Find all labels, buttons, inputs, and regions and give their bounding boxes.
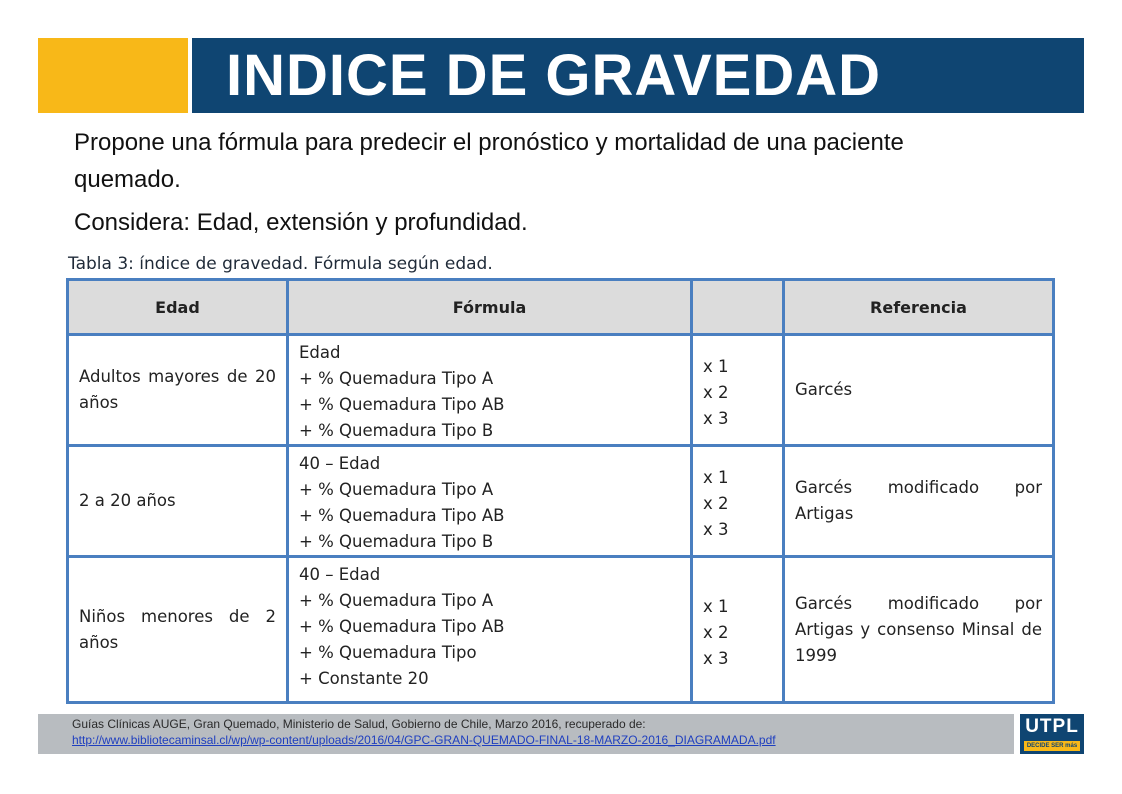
multiplier: x 3 bbox=[703, 409, 729, 428]
formula-line: + % Quemadura Tipo bbox=[299, 643, 477, 662]
header-referencia: Referencia bbox=[784, 280, 1054, 335]
multiplier: x 2 bbox=[703, 383, 729, 402]
table-header-row bbox=[68, 280, 1054, 335]
header-multiplier bbox=[692, 280, 784, 335]
formula-line: + % Quemadura Tipo A bbox=[299, 369, 494, 388]
footer-bar bbox=[38, 714, 1014, 754]
formula-line: + Constante 20 bbox=[299, 669, 429, 688]
age-cell: Niños menores de 2 años bbox=[68, 557, 288, 703]
formula-line: Edad bbox=[299, 343, 341, 362]
table-row bbox=[68, 557, 1054, 703]
formula-line: 40 – Edad bbox=[299, 565, 381, 584]
multiplier: x 1 bbox=[703, 596, 729, 616]
multiplier-cell bbox=[692, 446, 784, 557]
multiplier: x 1 bbox=[703, 357, 729, 376]
header-edad: Edad bbox=[68, 280, 288, 335]
page-title: INDICE DE GRAVEDAD bbox=[226, 43, 881, 108]
utpl-logo bbox=[1020, 714, 1084, 754]
multiplier-cell bbox=[692, 335, 784, 446]
formula-line: + % Quemadura Tipo A bbox=[299, 480, 494, 499]
multiplier-cell bbox=[692, 557, 784, 703]
multiplier: x 2 bbox=[703, 494, 729, 513]
reference-cell: Garcés modificado por Artigas y consenso Minsal de 1999 bbox=[784, 557, 1054, 703]
reference-cell: Garcés bbox=[784, 335, 1054, 446]
formula-line: + % Quemadura Tipo AB bbox=[299, 617, 505, 636]
formula-line: + % Quemadura Tipo A bbox=[299, 591, 494, 610]
formula-line: + % Quemadura Tipo AB bbox=[299, 395, 505, 414]
reference-cell: Garcés modificado por Artigas bbox=[784, 446, 1054, 557]
multiplier: x 1 bbox=[703, 468, 729, 487]
multiplier: x 2 bbox=[703, 622, 729, 642]
formula-line: + % Quemadura Tipo B bbox=[299, 421, 494, 440]
formula-line: + % Quemadura Tipo AB bbox=[299, 506, 505, 525]
intro-line-1: Propone una fórmula para predecir el pronóstico y mortalidad de una paciente quemado. bbox=[74, 129, 904, 193]
intro-line-2: Considera: Edad, extensión y profundidad. bbox=[74, 209, 528, 236]
formula-cell bbox=[288, 335, 692, 446]
citation-text: Guías Clínicas AUGE, Gran Quemado, Ministerio de Salud, Gobierno de Chile, Marzo 2016, recuperado de: bbox=[72, 717, 646, 731]
title-bar bbox=[192, 38, 1084, 113]
formula-line: + % Quemadura Tipo B bbox=[299, 532, 494, 551]
header-formula: Fórmula bbox=[288, 280, 692, 335]
logo-tagline: DECIDE SER más bbox=[1024, 741, 1080, 751]
age-cell: Adultos mayores de 20 años bbox=[68, 335, 288, 446]
formula-cell bbox=[288, 446, 692, 557]
intro-text bbox=[74, 124, 1004, 241]
multiplier: x 3 bbox=[703, 648, 729, 668]
severity-table bbox=[66, 278, 1052, 702]
accent-block bbox=[38, 38, 188, 113]
table-row bbox=[68, 335, 1054, 446]
multiplier: x 3 bbox=[703, 520, 729, 539]
formula-line: 40 – Edad bbox=[299, 454, 381, 473]
citation bbox=[72, 716, 776, 748]
source-link[interactable]: http://www.bibliotecaminsal.cl/wp/wp-content/uploads/2016/04/GPC-GRAN-QUEMADO-FINAL-18-MARZO-2016_DIAGRAMADA.pdf bbox=[72, 733, 776, 747]
formula-cell bbox=[288, 557, 692, 703]
age-cell: 2 a 20 años bbox=[68, 446, 288, 557]
table-row bbox=[68, 446, 1054, 557]
logo-text: UTPL bbox=[1025, 716, 1079, 737]
table-caption: Tabla 3: índice de gravedad. Fórmula según edad. bbox=[68, 254, 493, 274]
